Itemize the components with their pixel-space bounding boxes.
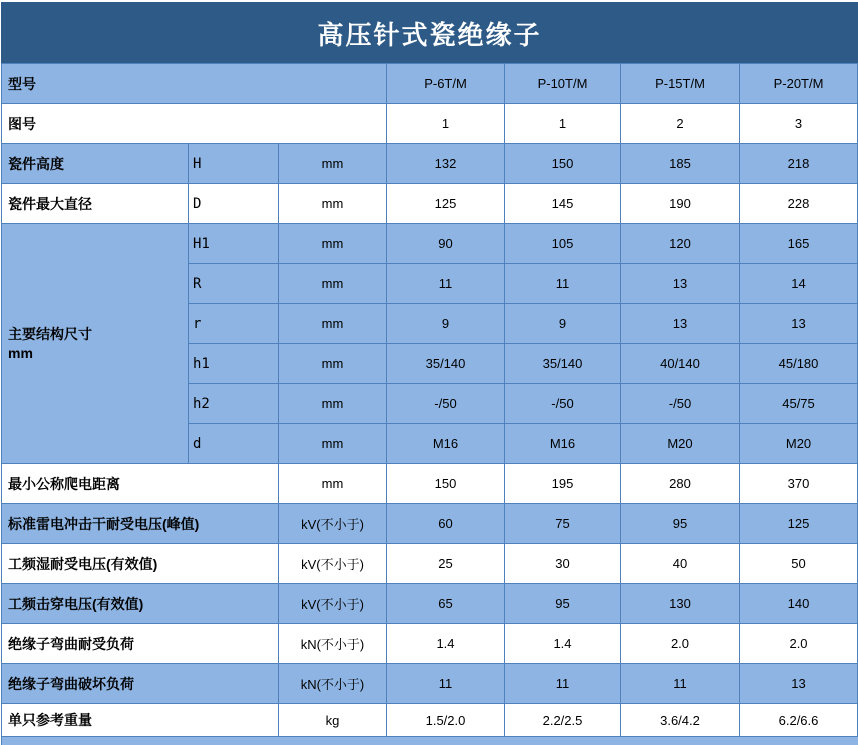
table-row-bending-withstand [2, 624, 858, 664]
cell-value: 1.4 [505, 624, 621, 664]
cell-value: 35/140 [505, 344, 621, 384]
cell-value: -/50 [505, 384, 621, 424]
unit-cell: mm [279, 384, 387, 424]
table-row-diameter [2, 184, 858, 224]
unit-cell: kN(不小于) [279, 664, 387, 704]
cell-value: 9 [387, 304, 505, 344]
spec-table [1, 2, 858, 737]
cell-value: 165 [740, 224, 858, 264]
cell-value: 150 [505, 144, 621, 184]
row-label: 绝缘子弯曲耐受负荷 [2, 624, 279, 664]
cell-value: 1.5/2.0 [387, 704, 505, 737]
row-label: 最小公称爬电距离 [2, 464, 279, 504]
symbol-cell: d [189, 424, 279, 464]
cell-value: 2 [621, 104, 740, 144]
cell-value: 185 [621, 144, 740, 184]
table-row-figure [2, 104, 858, 144]
cell-value: 40/140 [621, 344, 740, 384]
cell-value: 280 [621, 464, 740, 504]
symbol-cell: h2 [189, 384, 279, 424]
cell-value: 2.0 [740, 624, 858, 664]
row-label: 绝缘子弯曲破坏负荷 [2, 664, 279, 704]
cell-value: 218 [740, 144, 858, 184]
unit-cell: mm [279, 224, 387, 264]
cell-value: 370 [740, 464, 858, 504]
cell-value: 95 [621, 504, 740, 544]
row-label-figure: 图号 [2, 104, 387, 144]
cell-value: 6.2/6.6 [740, 704, 858, 737]
symbol-cell: R [189, 264, 279, 304]
cell-value: 60 [387, 504, 505, 544]
table-row-lightning-impulse [2, 504, 858, 544]
unit-cell: mm [279, 424, 387, 464]
unit-cell: mm [279, 464, 387, 504]
table-row-model [2, 64, 858, 104]
cell-value: 1.4 [387, 624, 505, 664]
cell-value: 120 [621, 224, 740, 264]
cell-value: 35/140 [387, 344, 505, 384]
symbol-cell: h1 [189, 344, 279, 384]
cell-value: 13 [621, 264, 740, 304]
cell-value: 132 [387, 144, 505, 184]
cell-value: 145 [505, 184, 621, 224]
cell-value: 2.0 [621, 624, 740, 664]
table-row-puncture-voltage [2, 584, 858, 624]
cell-value: 3.6/4.2 [621, 704, 740, 737]
cell-value: 228 [740, 184, 858, 224]
title-row [2, 3, 858, 64]
cell-value: 25 [387, 544, 505, 584]
cell-value: 13 [621, 304, 740, 344]
unit-cell: mm [279, 184, 387, 224]
cell-value: 13 [740, 304, 858, 344]
structure-group-label-line2: mm [8, 344, 33, 361]
cell-value: 13 [740, 664, 858, 704]
symbol-cell: r [189, 304, 279, 344]
unit-cell: mm [279, 304, 387, 344]
cell-value: 125 [387, 184, 505, 224]
symbol-cell: H1 [189, 224, 279, 264]
unit-cell: kg [279, 704, 387, 737]
cell-value: M16 [505, 424, 621, 464]
cell-value: 125 [740, 504, 858, 544]
table-row-wet-withstand [2, 544, 858, 584]
cell-value: M20 [621, 424, 740, 464]
cell-value: 11 [387, 664, 505, 704]
cell-value: 50 [740, 544, 858, 584]
unit-cell: mm [279, 144, 387, 184]
model-cell: P-6T/M [387, 64, 505, 104]
row-label: 标准雷电冲击干耐受电压(峰值) [2, 504, 279, 544]
cell-value: 1 [387, 104, 505, 144]
symbol-cell: D [189, 184, 279, 224]
cell-value: 1 [505, 104, 621, 144]
row-label-diameter: 瓷件最大直径 [2, 184, 189, 224]
cell-value: 65 [387, 584, 505, 624]
row-label: 工频击穿电压(有效值) [2, 584, 279, 624]
unit-cell: mm [279, 264, 387, 304]
model-cell: P-10T/M [505, 64, 621, 104]
cell-value: 11 [505, 264, 621, 304]
cell-value: 11 [505, 664, 621, 704]
symbol-cell: H [189, 144, 279, 184]
cell-value: 90 [387, 224, 505, 264]
unit-cell: kV(不小于) [279, 584, 387, 624]
cell-value: -/50 [621, 384, 740, 424]
cell-value: 11 [387, 264, 505, 304]
cell-value: 11 [621, 664, 740, 704]
unit-cell: kV(不小于) [279, 544, 387, 584]
model-cell: P-20T/M [740, 64, 858, 104]
cell-value: 2.2/2.5 [505, 704, 621, 737]
cell-value: 75 [505, 504, 621, 544]
table-row-height [2, 144, 858, 184]
row-label-height: 瓷件高度 [2, 144, 189, 184]
cell-value: 150 [387, 464, 505, 504]
cell-value: 105 [505, 224, 621, 264]
partial-row-strip [1, 737, 858, 745]
cell-value: 3 [740, 104, 858, 144]
cell-value: 45/75 [740, 384, 858, 424]
cell-value: 30 [505, 544, 621, 584]
cell-value: 95 [505, 584, 621, 624]
row-label: 单只参考重量 [2, 704, 279, 737]
unit-cell: mm [279, 344, 387, 384]
cell-value: M20 [740, 424, 858, 464]
unit-cell: kN(不小于) [279, 624, 387, 664]
table-row-structure-H1 [2, 224, 858, 264]
cell-value: 130 [621, 584, 740, 624]
table-row-creepage [2, 464, 858, 504]
cell-value: 195 [505, 464, 621, 504]
table-row-weight [2, 704, 858, 737]
structure-group-label [2, 224, 189, 464]
cell-value: 9 [505, 304, 621, 344]
unit-cell: kV(不小于) [279, 504, 387, 544]
cell-value: -/50 [387, 384, 505, 424]
row-label-model: 型号 [2, 64, 387, 104]
cell-value: 190 [621, 184, 740, 224]
table-row-bending-failing [2, 664, 858, 704]
cell-value: 140 [740, 584, 858, 624]
structure-group-label-line1: 主要结构尺寸 [8, 325, 92, 342]
cell-value: M16 [387, 424, 505, 464]
cell-value: 40 [621, 544, 740, 584]
cell-value: 14 [740, 264, 858, 304]
page-title: 高压针式瓷绝缘子 [2, 3, 858, 64]
row-label: 工频湿耐受电压(有效值) [2, 544, 279, 584]
cell-value: 45/180 [740, 344, 858, 384]
model-cell: P-15T/M [621, 64, 740, 104]
